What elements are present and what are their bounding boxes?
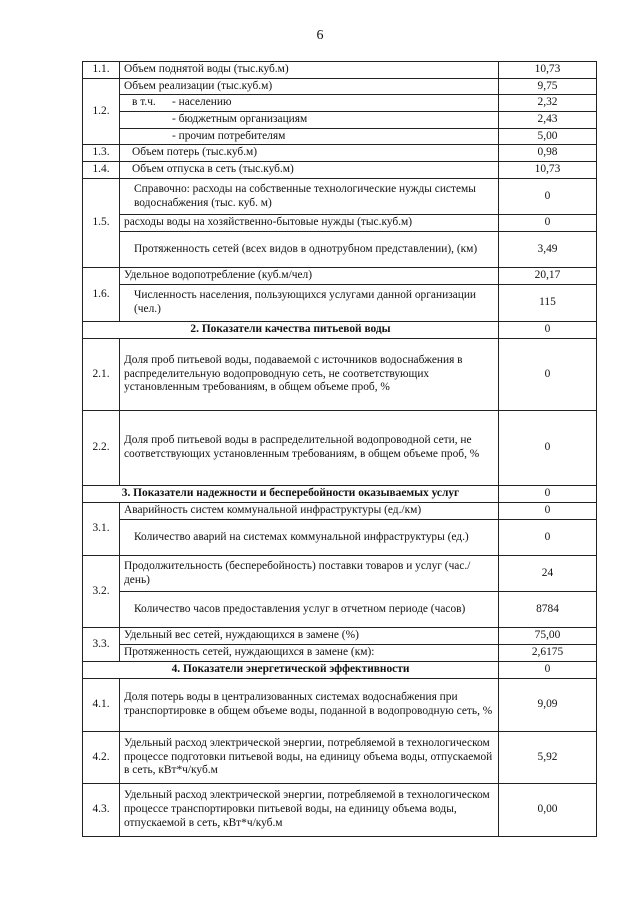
section-header-row: [83, 662, 597, 679]
row-number: 3.2.: [83, 556, 120, 628]
table-row: [83, 112, 597, 129]
row-description: Протяженность сетей (всех видов в однотрубном представлении), (км): [120, 232, 499, 268]
row-value: 0: [499, 486, 597, 503]
row-number: 1.3.: [83, 145, 120, 162]
row-description: [120, 95, 499, 112]
row-description: Доля потерь воды в централизованных системах водоснабжения при транспортировке в общем объеме воды, поданной в водопроводную сеть, %: [120, 679, 499, 732]
row-description: - прочим потребителям: [120, 129, 499, 145]
row-description: Количество аварий на системах коммунальной инфраструктуры (ед.): [120, 520, 499, 556]
row-value: 5,00: [499, 129, 597, 145]
row-value: 115: [499, 285, 597, 322]
row-number: 1.4.: [83, 162, 120, 179]
row-description: Справочно: расходы на собственные технологические нужды системы водоснабжения (тыс. куб. м): [120, 179, 499, 215]
row-description: Продолжительность (бесперебойность) поставки товаров и услуг (час./день): [120, 556, 499, 592]
table-row: [83, 339, 597, 411]
row-value: 0: [499, 662, 597, 679]
row-number: 1.5.: [83, 179, 120, 268]
row-value: 9,75: [499, 79, 597, 95]
table-row: [83, 520, 597, 556]
row-value: 0: [499, 179, 597, 215]
table-row: [83, 145, 597, 162]
table-row: [83, 556, 597, 592]
row-value: 10,73: [499, 62, 597, 79]
table-row: [83, 215, 597, 232]
table-row: [83, 268, 597, 285]
row-value: 10,73: [499, 162, 597, 179]
row-subitem: - населению: [172, 96, 232, 109]
row-value: 75,00: [499, 628, 597, 645]
row-value: 0: [499, 503, 597, 520]
table-row: [83, 79, 597, 95]
row-value: 9,09: [499, 679, 597, 732]
table-row: [83, 628, 597, 645]
row-description: расходы воды на хозяйственно-бытовые нужды (тыс.куб.м): [120, 215, 499, 232]
row-number: 1.6.: [83, 268, 120, 322]
row-value: 2,32: [499, 95, 597, 112]
table-row: [83, 592, 597, 628]
row-value: 2,6175: [499, 645, 597, 662]
table-row: [83, 645, 597, 662]
row-prefix: в т.ч.: [132, 96, 156, 109]
row-number: 3.1.: [83, 503, 120, 556]
table-row: [83, 129, 597, 145]
section-title: 2. Показатели качества питьевой воды: [83, 322, 499, 339]
row-description: Объем отпуска в сеть (тыс.куб.м): [120, 162, 499, 179]
row-value: 0: [499, 215, 597, 232]
row-description: Удельный вес сетей, нуждающихся в замене (%): [120, 628, 499, 645]
section-header-row: [83, 322, 597, 339]
row-number: 4.2.: [83, 732, 120, 784]
page-number: 6: [316, 28, 324, 43]
section-title: 4. Показатели энергетической эффективности: [83, 662, 499, 679]
table-row: [83, 162, 597, 179]
table-row: [83, 232, 597, 268]
section-header-row: [83, 486, 597, 503]
table-row: [83, 732, 597, 784]
row-number: 3.3.: [83, 628, 120, 662]
section-title: 3. Показатели надежности и бесперебойности оказываемых услуг: [83, 486, 499, 503]
row-number: 4.1.: [83, 679, 120, 732]
table-row: [83, 411, 597, 486]
row-number: 1.2.: [83, 79, 120, 145]
row-description: Доля проб питьевой воды, подаваемой с источников водоснабжения в распределительную водопроводную сеть, не соответствующих установленным требованиям, в общем объеме проб, %: [120, 339, 499, 411]
row-value: 0: [499, 322, 597, 339]
row-value: 0,98: [499, 145, 597, 162]
row-value: 20,17: [499, 268, 597, 285]
table-row: [83, 62, 597, 79]
row-value: 0: [499, 339, 597, 411]
row-value: 5,92: [499, 732, 597, 784]
row-description: Протяженность сетей, нуждающихся в замене (км):: [120, 645, 499, 662]
row-number: 2.1.: [83, 339, 120, 411]
row-value: 0,00: [499, 784, 597, 837]
row-description: Удельный расход электрической энергии, потребляемой в технологическом процессе транспортировки питьевой воды, на единицу объема воды, отпускаемой в сеть, кВт*ч/куб.м: [120, 784, 499, 837]
row-description: Объем реализации (тыс.куб.м): [120, 79, 499, 95]
row-value: 2,43: [499, 112, 597, 129]
row-description: - бюджетным организациям: [120, 112, 499, 129]
row-value: 3,49: [499, 232, 597, 268]
row-number: 1.1.: [83, 62, 120, 79]
row-number: 4.3.: [83, 784, 120, 837]
table-row: [83, 285, 597, 322]
row-value: 0: [499, 411, 597, 486]
row-value: 8784: [499, 592, 597, 628]
table-row: [83, 784, 597, 837]
row-description: Объем потерь (тыс.куб.м): [120, 145, 499, 162]
row-description: Аварийность систем коммунальной инфраструктуры (ед./км): [120, 503, 499, 520]
table-row: [83, 503, 597, 520]
row-description: Доля проб питьевой воды в распределительной водопроводной сети, не соответствующих установленным требованиям, в общем объеме проб, %: [120, 411, 499, 486]
report-table: [82, 61, 597, 837]
row-description: Объем поднятой воды (тыс.куб.м): [120, 62, 499, 79]
row-description: Удельное водопотребление (куб.м/чел): [120, 268, 499, 285]
table-row: [83, 95, 597, 112]
row-value: 24: [499, 556, 597, 592]
row-value: 0: [499, 520, 597, 556]
row-description: Численность населения, пользующихся услугами данной организации (чел.): [120, 285, 499, 322]
row-description: Удельный расход электрической энергии, потребляемой в технологическом процессе подготовки питьевой воды, на единицу объема воды, отпускаемой в сеть, кВт*ч/куб.м: [120, 732, 499, 784]
row-description: Количество часов предоставления услуг в отчетном периоде (часов): [120, 592, 499, 628]
row-number: 2.2.: [83, 411, 120, 486]
table-row: [83, 679, 597, 732]
table-row: [83, 179, 597, 215]
